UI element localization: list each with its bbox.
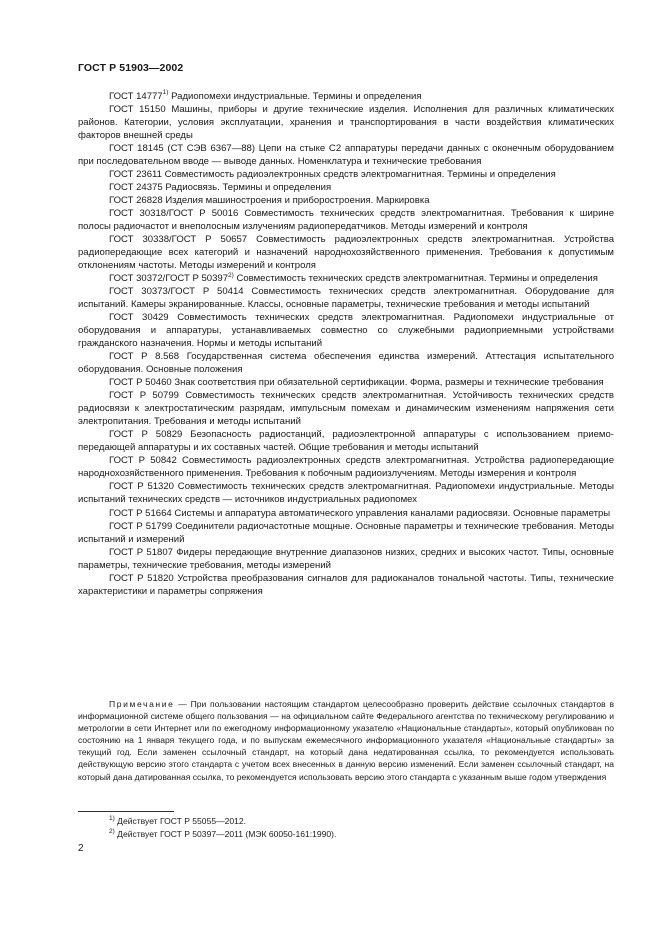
reference-code: ГОСТ 30338/ГОСТ Р 50657 xyxy=(109,234,248,246)
reference-item xyxy=(78,572,614,598)
normative-references xyxy=(78,90,614,598)
reference-item xyxy=(78,272,614,285)
reference-item xyxy=(78,520,614,546)
reference-item xyxy=(78,168,614,181)
footnote-ref: 2) xyxy=(228,271,234,279)
reference-code: ГОСТ 24375 xyxy=(109,182,163,194)
footnote-ref: 1) xyxy=(162,89,169,97)
reference-title: Радиопомехи индустриальные. Термины и определения xyxy=(168,91,422,102)
reference-title: Безопасность радиостанций, радиоэлектронной аппаратуры с использованием приемо-передающей аппаратуры и их составных частей. Общие требования и методы испытаний xyxy=(78,429,614,454)
reference-item xyxy=(78,350,614,376)
reference-item xyxy=(78,546,614,572)
reference-title: Устройства преобразования сигналов для радиоканалов тональной частоты. Типы, технические характеристики и параметры сопряжения xyxy=(78,572,614,597)
reference-title: Машины, приборы и другие технические изделия. Исполнения для различных климатических районов. Категории, условия эксплуатации, хранения и транспортирования в части воздействия климатических факторов внешней среды xyxy=(78,104,615,142)
reference-title: Цепи на стыке С2 аппаратуры передачи данных с оконечным оборудованием при последовательном вводе — выводе данных. Номенклатура и технические требования xyxy=(78,143,614,168)
reference-title: Совместимость радиоэлектронных средств электромагнитная. Устройства радиопередающие всех категорий и назначений народнохозяйственного применения. Требования к допустимым отклонениям частоты. Методы измерений и контроля xyxy=(78,234,614,272)
reference-code: ГОСТ 30373/ГОСТ Р 50414 xyxy=(109,286,244,298)
reference-code: ГОСТ 15150 xyxy=(109,104,166,116)
reference-code: ГОСТ 14777 xyxy=(109,91,163,102)
note-label: Примечание xyxy=(109,699,175,709)
reference-code: ГОСТ 30429 xyxy=(109,312,169,324)
reference-title: Знак соответствия при обязательной сертификации. Форма, размеры и технические требования xyxy=(171,377,604,389)
reference-title: Совместимость технических средств электромагнитная. Радиопомехи индустриальные. Методы испытаний технических средств — источников индустриальных радиопомех xyxy=(78,481,614,506)
reference-item xyxy=(78,90,614,103)
reference-title: Соединители радиочастотные мощные. Основные параметры и технические требования. Методы испытаний и измерений xyxy=(78,520,614,545)
reference-title: Изделия машиностроения и приборостроения. Маркировка xyxy=(162,195,430,207)
reference-title: Радиосвязь. Термины и определения xyxy=(162,182,332,194)
reference-code: ГОСТ Р 51807 xyxy=(109,546,173,558)
reference-code: ГОСТ Р 51664 xyxy=(109,507,172,519)
reference-code: ГОСТ 30372/ГОСТ Р 50397 xyxy=(109,273,229,285)
footnote-1 xyxy=(109,816,246,827)
reference-item xyxy=(78,103,614,142)
footnote-text: Действует ГОСТ Р 50397—2011 (МЭК 60050-161:1990). xyxy=(114,829,337,839)
reference-item xyxy=(78,376,614,389)
reference-title: Совместимость технических средств электромагнитная. Оборудование для испытаний. Камеры экранированные. Классы, основные параметры, технические требования и методы испытаний xyxy=(78,286,614,311)
reference-item xyxy=(78,311,614,350)
reference-code: ГОСТ Р 50829 xyxy=(109,429,183,441)
reference-item xyxy=(78,194,614,207)
reference-code: ГОСТ Р 51820 xyxy=(109,572,174,584)
reference-code: ГОСТ Р 50842 xyxy=(109,455,177,467)
reference-title: Государственная система обеспечения единства измерений. Аттестация испытательного оборудования. Основные положения xyxy=(78,351,614,376)
footnote-divider xyxy=(78,811,174,812)
reference-title: Совместимость технических средств электромагнитная. Устойчивость технических средств радиосвязи к электростатическим разрядам, импульсным помехам и динамическим изменениям напряжения сети электропитания. Требования и методы испытаний xyxy=(78,390,614,428)
reference-item xyxy=(78,233,614,272)
reference-code: ГОСТ 30318/ГОСТ Р 50016 xyxy=(109,208,239,220)
footnote-text: Действует ГОСТ Р 55055—2012. xyxy=(114,816,247,826)
reference-item xyxy=(78,181,614,194)
reference-title: Фидеры передающие внутренние диапазонов низких, средних и высоких частот. Типы, основные параметры, технические требования, методы измерений xyxy=(78,546,614,571)
reference-item xyxy=(78,428,614,454)
reference-title: Совместимость радиоэлектронных средств электромагнитная. Устройства радиопередающие народнохозяйственного применения. Требования к побочным радиоизлучениям. Методы измерения и контроля xyxy=(78,455,614,480)
reference-title: Совместимость технических средств электромагнитная. Радиопомехи индустриальные от оборудования и аппаратуры, устанавливаемых совместно со служебными радиоприемными устройствами гражданского назначения. Нормы и методы испытаний xyxy=(78,312,614,350)
reference-code: ГОСТ Р 50460 xyxy=(109,377,172,389)
reference-item xyxy=(78,507,614,520)
reference-title: Совместимость технических средств электромагнитная. Термины и определения xyxy=(233,273,598,285)
reference-title: Совместимость радиоэлектронных средств электромагнитная. Термины и определения xyxy=(161,169,556,181)
footnote-2 xyxy=(109,829,336,840)
reference-code: ГОСТ Р 8.568 xyxy=(109,351,180,363)
footnote-mark: 2) xyxy=(109,827,115,835)
reference-item xyxy=(78,389,614,428)
reference-item xyxy=(78,454,614,480)
reference-item xyxy=(78,480,614,506)
footnote-mark: 1) xyxy=(109,814,115,822)
page-number: 2 xyxy=(78,843,84,854)
page-header-title: ГОСТ Р 51903—2002 xyxy=(78,62,184,74)
reference-code: ГОСТ Р 51799 xyxy=(109,520,173,532)
reference-code: ГОСТ Р 51320 xyxy=(109,481,174,493)
reference-code: ГОСТ 26828 xyxy=(109,195,163,207)
note-text: — При пользовании настоящим стандартом целесообразно проверить действие ссылочных стандартов в информационной системе общего пользования — на официальном сайте Федерального агентства по техническому регулированию и метрологии в сети Интернет или по ежегодному информационному указателю «Национальные стандарты», который опубликован по состоянию на 1 января текущего года, и по выпускам ежемесячного информационного указателя «Национальные стандарты» за текущий год. Если заменен ссылочный стандарт, на который дана недатированная ссылка, то рекомендуется использовать действующую версию этого стандарта с учетом всех внесенных в данную версию изменений. Если заменен ссылочный стандарт, на который дана датированная ссылка, то рекомендуется использовать версию этого стандарта с указанным выше годом утверждения xyxy=(78,699,614,782)
reference-code: ГОСТ 23611 xyxy=(109,169,162,181)
reference-item xyxy=(78,207,614,233)
reference-title: Системы и аппаратура автоматического управления каналами радиосвязи. Основные параметры xyxy=(171,507,611,519)
reference-item xyxy=(78,285,614,311)
reference-code: ГОСТ 18145 (СТ СЭВ 6367—88) xyxy=(109,143,256,155)
reference-code: ГОСТ Р 50799 xyxy=(109,390,179,402)
reference-title: Совместимость технических средств электромагнитная. Требования к ширине полосы радиочастот и внеполосным излучениям радиопередатчиков. Методы измерений и контроля xyxy=(78,208,614,233)
reference-item xyxy=(78,142,614,168)
note-paragraph xyxy=(78,698,614,783)
